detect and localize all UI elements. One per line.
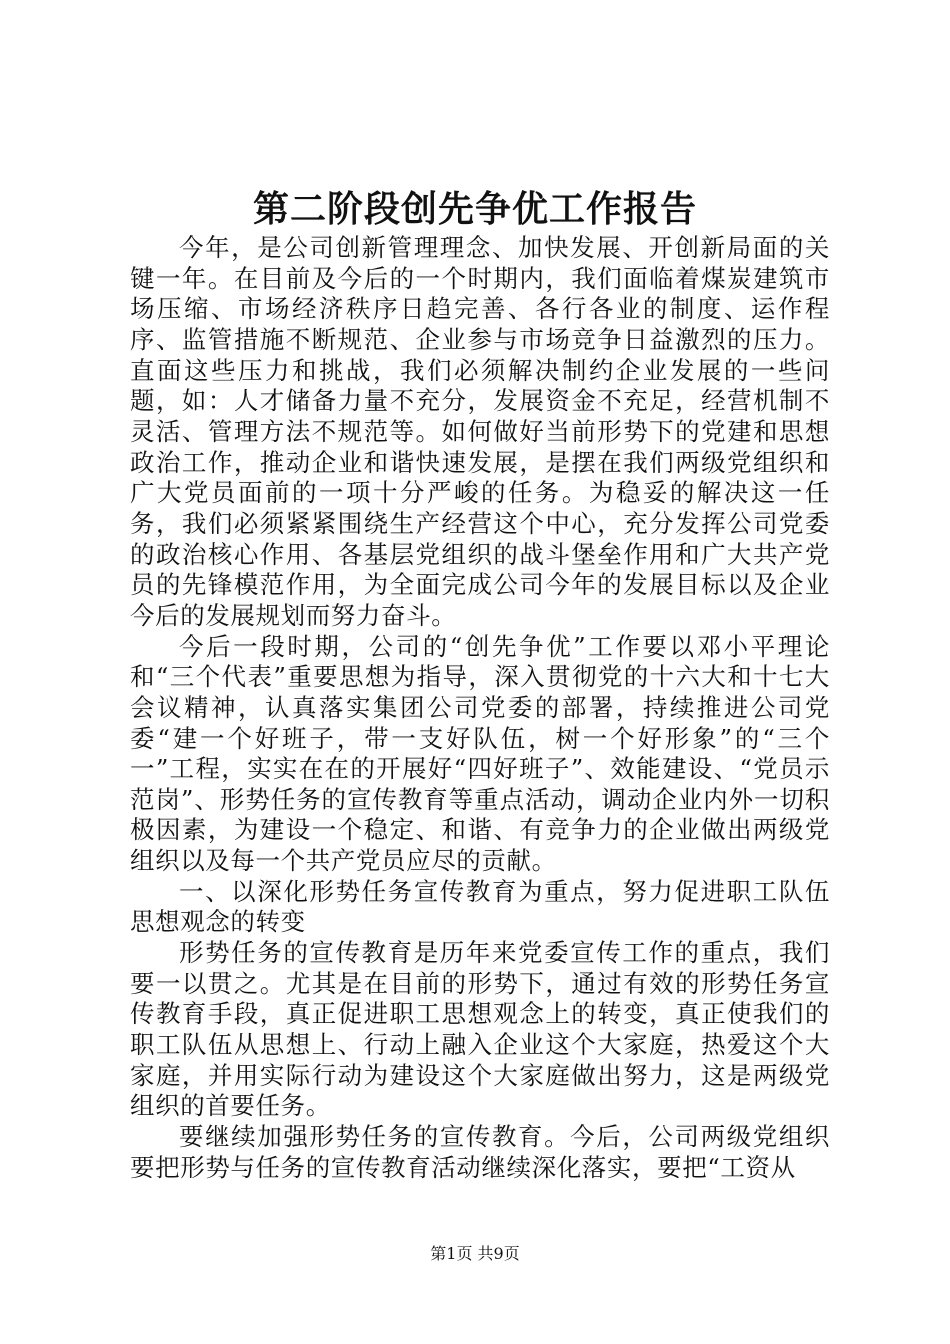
page-number-footer: 第1页 共9页: [430, 1244, 520, 1263]
document-body: [130, 233, 830, 1183]
paragraph-intro: 今年，是公司创新管理理念、加快发展、开创新局面的关键一年。在目前及今后的一个时期内，我们面临着煤炭建筑市场压缩、市场经济秩序日趋完善、各行各业的制度、运作程序、监管措施不断规范、企业参与市场竞争日益激烈的压力。直面这些压力和挑战，我们必须解决制约企业发展的一些问题，如：人才储备力量不充分，发展资金不充足，经营机制不灵活、管理方法不规范等。如何做好当前形势下的党建和思想政治工作，推动企业和谐快速发展，是摆在我们两级党组织和广大党员面前的一项十分严峻的任务。为稳妥的解决这一任务，我们必须紧紧围绕生产经营这个中心，充分发挥公司党委的政治核心作用、各基层党组织的战斗堡垒作用和广大共产党员的先锋模范作用，为全面完成公司今年的发展目标以及企业今后的发展规划而努力奋斗。: [130, 233, 830, 630]
paragraph-guidance: 今后一段时期，公司的“创先争优”工作要以邓小平理论和“三个代表”重要思想为指导，深入贯彻党的十六大和十七大会议精神，认真落实集团公司党委的部署，持续推进公司党委“建一个好班子，带一支好队伍，树一个好形象”的“三个一”工程，实实在在的开展好“四好班子”、效能建设、“党员示范岗”、形势任务的宣传教育等重点活动，调动企业内外一切积极因素，为建设一个稳定、和谐、有竞争力的企业做出两级党组织以及每一个共产党员应尽的贡献。: [130, 631, 830, 876]
document-title: 第二阶段创先争优工作报告: [252, 188, 697, 230]
paragraph-continue: 要继续加强形势任务的宣传教育。今后，公司两级党组织要把形势与任务的宣传教育活动继续深化落实，要把“工资从: [130, 1122, 830, 1182]
paragraph-propaganda: 形势任务的宣传教育是历年来党委宣传工作的重点，我们要一以贯之。尤其是在目前的形势下，通过有效的形势任务宣传教育手段，真正促进职工思想观念上的转变，真正使我们的职工队伍从思想上、行动上融入企业这个大家庭，热爱这个大家庭，并用实际行动为建设这个大家庭做出努力，这是两级党组织的首要任务。: [130, 938, 830, 1121]
section-heading-1: 一、以深化形势任务宣传教育为重点，努力促进职工队伍思想观念的转变: [130, 876, 830, 937]
